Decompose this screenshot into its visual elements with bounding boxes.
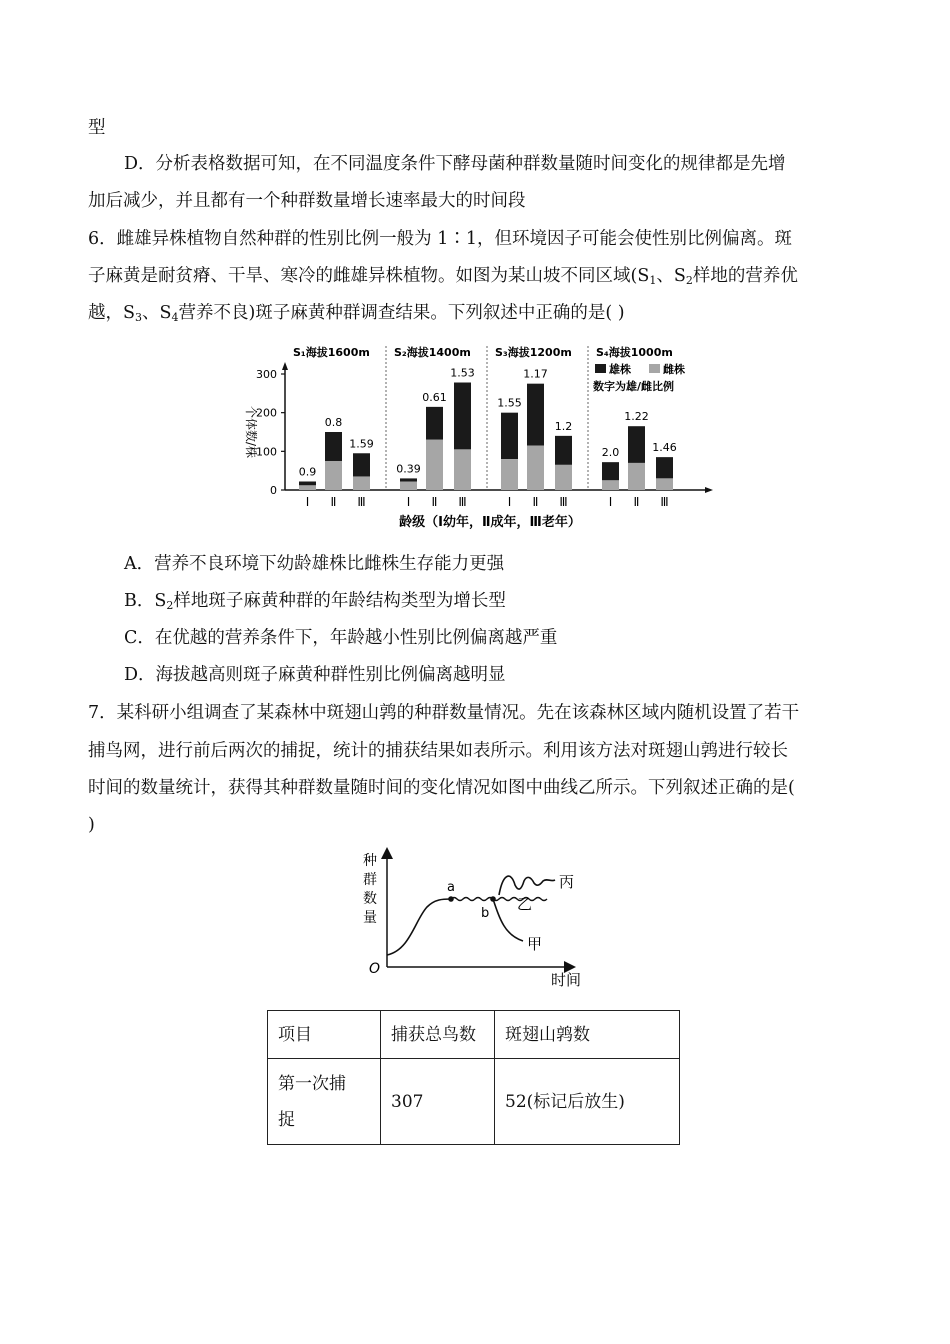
male-bar (353, 453, 370, 476)
x-tick-label: Ⅲ (559, 495, 568, 509)
capture-table (267, 1010, 680, 1145)
y-axis-arrow (282, 362, 288, 370)
ratio-label: 1.17 (523, 367, 548, 381)
male-bar (555, 436, 572, 465)
option-d[interactable]: D．海拔越高则斑子麻黄种群性别比例偏离越明显 (124, 665, 506, 685)
y-label-char: 种 (363, 853, 377, 869)
female-bar (628, 463, 645, 490)
point-a-marker (448, 896, 454, 902)
x-tick-label: Ⅱ (633, 495, 640, 509)
y-label-char: 量 (363, 910, 377, 926)
x-tick-label: Ⅲ (357, 495, 366, 509)
female-bar (400, 481, 417, 490)
population-curve-figure (355, 845, 605, 995)
ratio-label: 0.39 (396, 462, 421, 476)
x-axis-arrow (705, 487, 713, 493)
ratio-label: 1.59 (349, 437, 374, 451)
option-c[interactable]: C．在优越的营养条件下，年龄越小性别比例偏离越严重 (124, 628, 558, 648)
question-6-line-3: 越，$S_3$、$S_4$营养不良)斑子麻黄种群调查结果。下列叙述中正确的是( ) (88, 303, 625, 324)
x-tick-label: Ⅲ (458, 495, 467, 509)
y-tick-label: 100 (256, 445, 277, 459)
male-bar (325, 432, 342, 461)
x-axis-label: 时间 (551, 971, 582, 989)
legend-male-label: 雄株 (609, 363, 631, 376)
legend-male-swatch (595, 364, 606, 373)
x-tick-label: Ⅱ (532, 495, 539, 509)
legend-note: 数字为雄/雌比例 (593, 380, 675, 393)
ratio-label: 1.53 (450, 366, 475, 380)
s-curve (387, 899, 451, 955)
point-b-marker (490, 896, 496, 902)
curve-label-jia: 甲 (527, 935, 543, 953)
male-bar (628, 426, 645, 463)
question-7-line-4: ) (88, 815, 95, 835)
x-axis-label: 龄级（Ⅰ幼年，Ⅱ成年，Ⅲ老年） (399, 515, 581, 530)
table-cell: 52(标记后放生) (495, 1059, 680, 1145)
legend-female-label: 雌株 (663, 363, 685, 376)
option-b[interactable]: B．$S_2$样地斑子麻黄种群的年龄结构类型为增长型 (124, 591, 506, 612)
question-6-line-2: 子麻黄是耐贫瘠、干旱、寒冷的雌雄异株植物。如图为某山坡不同区域($S_1$、$S_2$样地的营养优 (88, 266, 798, 287)
ratio-label: 0.8 (324, 416, 343, 429)
table-header-row (268, 1011, 680, 1059)
x-tick-label: Ⅰ (507, 495, 512, 509)
table-header-cell: 项目 (268, 1011, 381, 1059)
ratio-label: 1.55 (497, 396, 522, 410)
female-bar (325, 461, 342, 490)
y-tick-label: 300 (256, 368, 277, 381)
table-header-cell: 斑翅山鹑数 (495, 1011, 680, 1059)
table-cell: 307 (381, 1059, 495, 1145)
legend-female-swatch (649, 364, 660, 373)
x-tick-label: Ⅰ (608, 495, 613, 509)
text-line: 型 (88, 118, 106, 138)
x-tick-label: Ⅰ (406, 495, 411, 509)
curve-yi (451, 898, 547, 901)
x-tick-label: Ⅱ (330, 495, 337, 509)
option-a[interactable]: A．营养不良环境下幼龄雄株比雌株生存能力更强 (124, 554, 505, 574)
male-bar (656, 457, 673, 478)
point-b-label: b (481, 906, 490, 921)
x-tick-label: Ⅱ (431, 495, 438, 509)
group-title: S₂海拔1400m (394, 346, 471, 359)
male-bar (426, 407, 443, 440)
question-7-line-2: 捕鸟网，进行前后两次的捕捉，统计的捕获结果如表所示。利用该方法对斑翅山鹑进行较长 (88, 741, 788, 761)
female-bar (426, 440, 443, 490)
group-title: S₃海拔1200m (495, 346, 572, 359)
question-7-line-1: 7．某科研小组调查了某森林中斑翅山鹑的种群数量情况。先在该森林区域内随机设置了若干 (88, 703, 800, 723)
y-label-char: 数 (363, 891, 377, 907)
female-bar (299, 485, 316, 490)
option-d-prev: D．分析表格数据可知，在不同温度条件下酵母菌种群数量随时间变化的规律都是先增 (124, 154, 786, 174)
question-7-line-3: 时间的数量统计，获得其种群数量随时间的变化情况如图中曲线乙所示。下列叙述正确的是( (88, 778, 795, 798)
question-6-line-1: 6．雌雄异株植物自然种群的性别比例一般为 1∶1，但环境因子可能会使性别比例偏离。斑 (88, 229, 792, 249)
ratio-label: 1.46 (652, 441, 677, 455)
age-structure-bar-chart (235, 340, 725, 540)
male-bar (299, 481, 316, 485)
female-bar (501, 459, 518, 490)
curve-label-bing: 丙 (559, 873, 575, 891)
x-tick-label: Ⅰ (305, 495, 310, 509)
female-bar (555, 465, 572, 490)
curve-bing (499, 876, 555, 895)
male-bar (527, 384, 544, 446)
male-bar (454, 383, 471, 450)
text-line: 加后减少，并且都有一个种群数量增长速率最大的时间段 (88, 191, 526, 211)
ratio-label: 0.61 (422, 390, 447, 404)
y-axis-label: 个体数/株 (244, 405, 258, 459)
group-title: S₄海拔1000m (596, 346, 673, 359)
curve-label-yi: 乙 (517, 895, 533, 913)
ratio-label: 2.0 (601, 446, 620, 460)
ratio-label: 1.22 (624, 410, 649, 424)
female-bar (454, 449, 471, 490)
table-row (268, 1059, 680, 1145)
y-label-char: 群 (363, 872, 377, 888)
female-bar (602, 480, 619, 490)
male-bar (501, 413, 518, 459)
origin-label: O (369, 961, 381, 977)
point-a-label: a (447, 880, 455, 895)
y-tick-label: 0 (270, 484, 277, 497)
table-header-cell: 捕获总鸟数 (381, 1011, 495, 1059)
female-bar (353, 476, 370, 490)
female-bar (656, 478, 673, 490)
female-bar (527, 446, 544, 490)
group-title: S₁海拔1600m (293, 346, 370, 359)
ratio-label: 1.2 (554, 419, 573, 433)
y-tick-label: 200 (256, 406, 277, 420)
male-bar (602, 462, 619, 480)
x-tick-label: Ⅲ (660, 495, 669, 509)
table-cell: 第一次捕 捉 (268, 1059, 381, 1145)
ratio-label: 0.9 (298, 465, 317, 479)
male-bar (400, 478, 417, 481)
